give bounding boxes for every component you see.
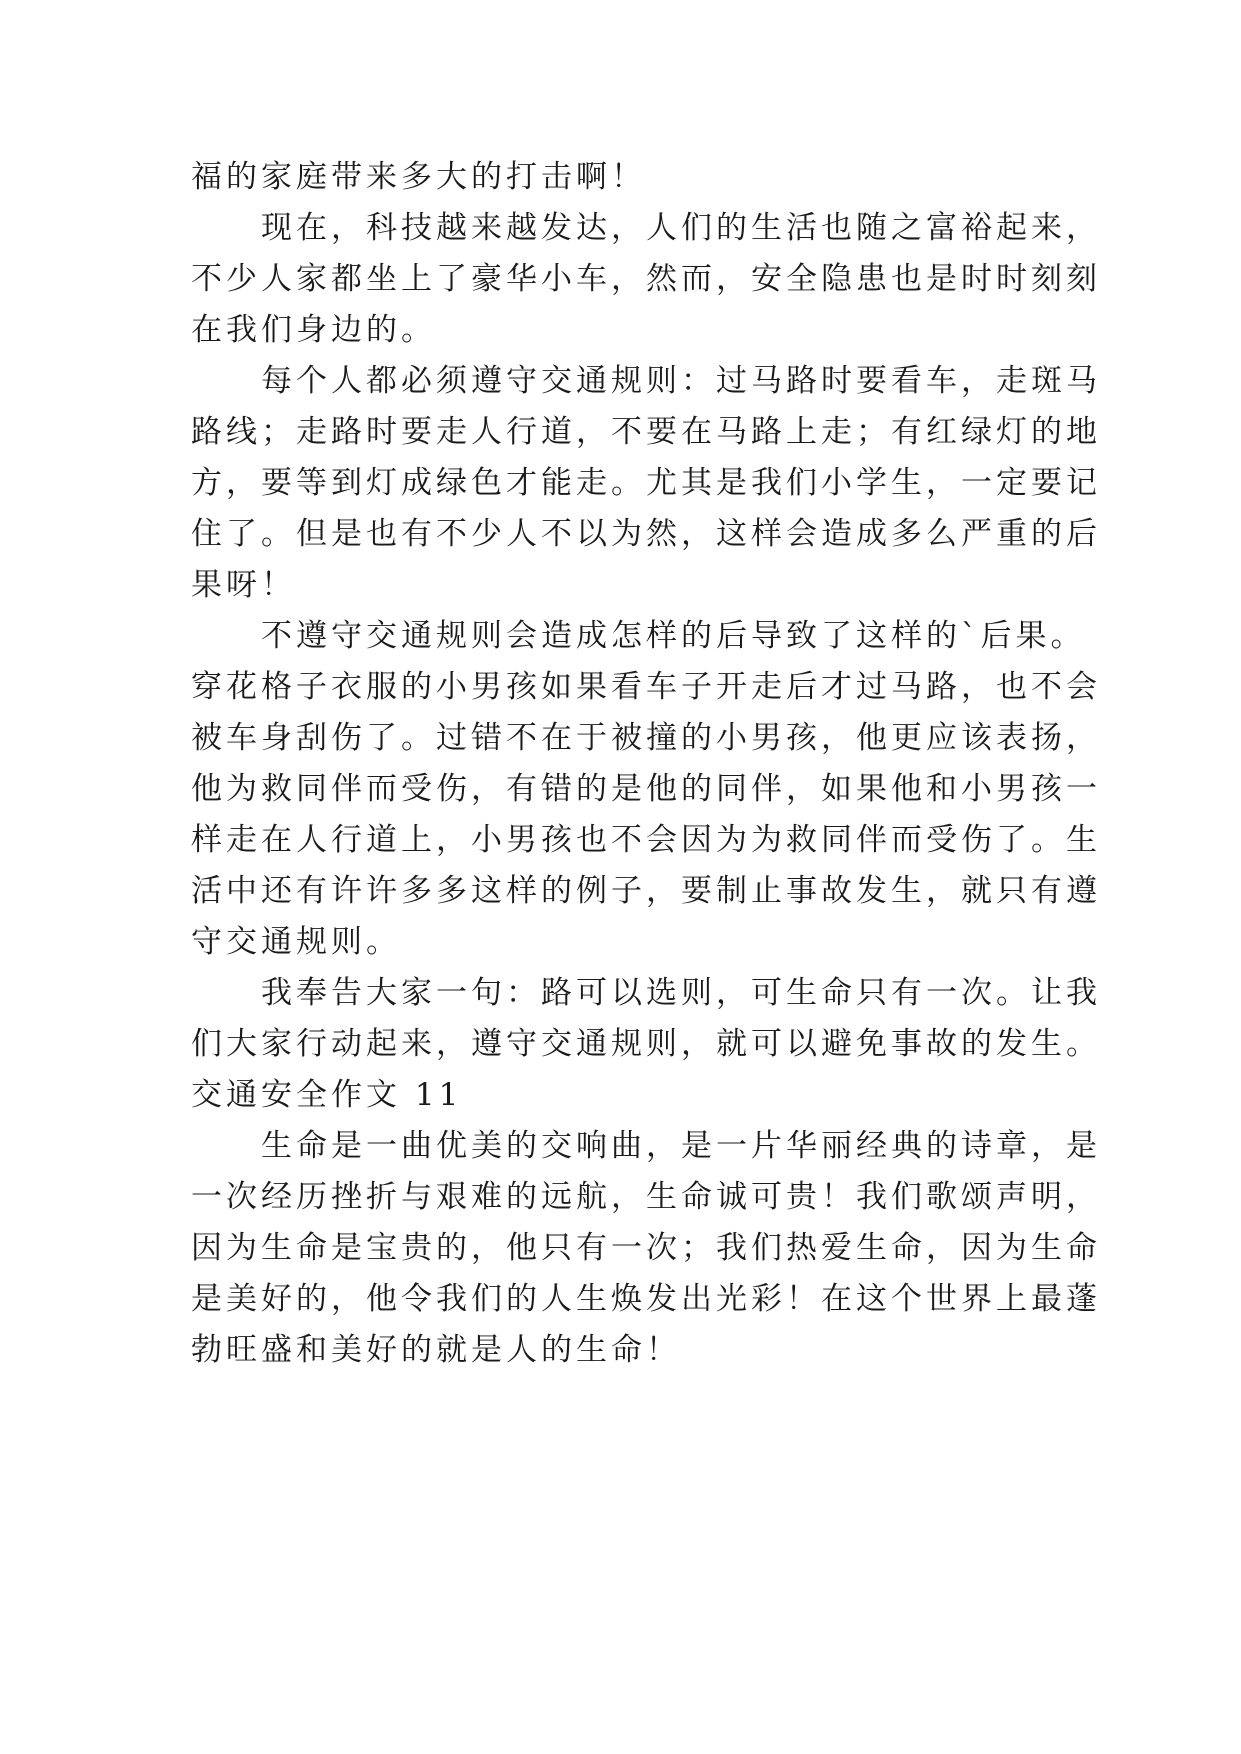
text-line: 勃旺盛和美好的就是人的生命！: [191, 1332, 681, 1368]
text-line: 路线；走路时要走人行道，不要在马路上走；有红绿灯的地: [191, 414, 1101, 450]
text-line: 每个人都必须遵守交通规则：过马路时要看车，走斑马: [261, 363, 1101, 399]
text-line: 样走在人行道上，小男孩也不会因为为救同伴而受伤了。生: [191, 822, 1101, 858]
paragraph-5: [191, 968, 1101, 1070]
text-line: 被车身刮伤了。过错不在于被撞的小男孩，他更应该表扬，: [191, 720, 1101, 756]
text-line: 穿花格子衣服的小男孩如果看车子开走后才过马路，也不会: [191, 669, 1101, 705]
text-line: 我奉告大家一句：路可以选则，可生命只有一次。让我: [261, 975, 1101, 1011]
document-body: [191, 152, 1101, 1376]
text-line: 不少人家都坐上了豪华小车，然而，安全隐患也是时时刻刻: [191, 261, 1101, 297]
text-line: 们大家行动起来，遵守交通规则，就可以避免事故的发生。: [191, 1026, 1101, 1062]
paragraph-3: [191, 356, 1101, 611]
paragraph-6: [191, 1121, 1101, 1376]
text-line: 在我们身边的。: [191, 312, 436, 348]
paragraph-4: [191, 611, 1101, 968]
text-line: 守交通规则。: [191, 924, 401, 960]
text-line: 他为救同伴而受伤，有错的是他的同伴，如果他和小男孩一: [191, 771, 1101, 807]
section-heading: 交通安全作文 11: [191, 1077, 463, 1113]
text-line: 是美好的，他令我们的人生焕发出光彩！在这个世界上最蓬: [191, 1281, 1101, 1317]
paragraph-2: [191, 203, 1101, 356]
text-line: 因为生命是宝贵的，他只有一次；我们热爱生命，因为生命: [191, 1230, 1101, 1266]
text-line: 方，要等到灯成绿色才能走。尤其是我们小学生，一定要记: [191, 465, 1101, 501]
text-line: 不遵守交通规则会造成怎样的后导致了这样的`后果。: [261, 618, 1086, 654]
text-line: 住了。但是也有不少人不以为然，这样会造成多么严重的后: [191, 516, 1101, 552]
paragraph-1: [191, 152, 1091, 203]
text-line: 福的家庭带来多大的打击啊！: [191, 159, 646, 195]
text-line: 现在，科技越来越发达，人们的生活也随之富裕起来，: [261, 210, 1101, 246]
text-line: 一次经历挫折与艰难的远航，生命诚可贵！我们歌颂声明，: [191, 1179, 1101, 1215]
text-line: 活中还有许许多多这样的例子，要制止事故发生，就只有遵: [191, 873, 1101, 909]
text-line: 果呀！: [191, 567, 296, 603]
text-line: 生命是一曲优美的交响曲，是一片华丽经典的诗章，是: [261, 1128, 1101, 1164]
